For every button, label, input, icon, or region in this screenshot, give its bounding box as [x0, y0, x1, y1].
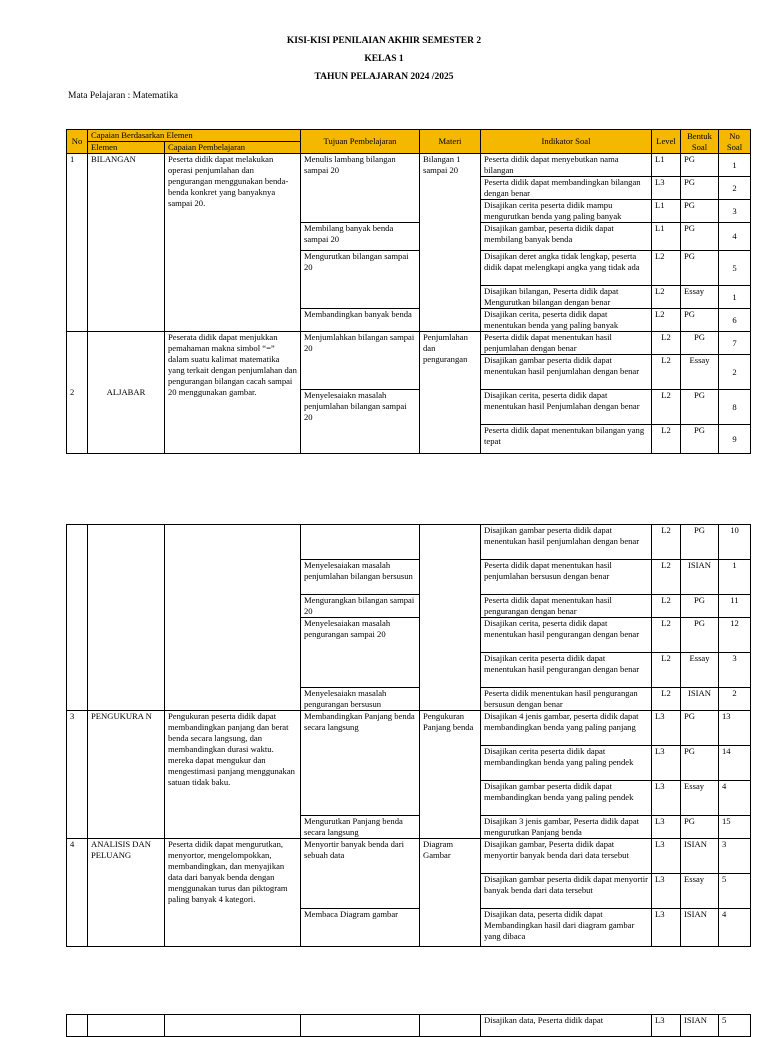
element-name: BILANGAN: [88, 154, 165, 332]
level: L3: [652, 816, 681, 839]
question-form: Essay: [681, 874, 719, 909]
question-number: 3: [719, 653, 751, 688]
question-number: 2: [719, 688, 751, 711]
level: L2: [652, 560, 681, 595]
indicator: Peserta didik dapat menentukan hasil pengurangan dengan benar: [481, 595, 652, 618]
indicator: Disajikan cerita peserta didik dapat membandingkan benda yang paling pendek: [481, 746, 652, 781]
doc-title: KISI-KISI PENILAIAN AKHIR SEMESTER 2: [286, 36, 482, 46]
level: L3: [652, 746, 681, 781]
indicator: Disajikan data, Peserta didik dapat: [481, 1015, 652, 1037]
question-number: 5: [719, 1015, 751, 1037]
question-form: PG: [681, 816, 719, 839]
question-form: PG: [681, 332, 719, 355]
indicator: Disajikan cerita, peserta didik dapat menentukan hasil Penjumlahan dengan benar: [481, 390, 652, 425]
question-form: Essay: [681, 355, 719, 390]
question-form: PG: [681, 425, 719, 454]
level: L2: [652, 390, 681, 425]
level: L3: [652, 909, 681, 947]
material: Diagram Gambar: [420, 839, 481, 947]
indicator: Peserta didik dapat menentukan hasil penjumlahan bersusun dengan benar: [481, 560, 652, 595]
learning-objective: Menyelesaiakan masalah pengurangan sampai 20: [301, 618, 420, 688]
col-elemen: Elemen: [88, 142, 165, 154]
level: L3: [652, 177, 681, 200]
learning-objective: Menjumlahkan bilangan sampai 20: [301, 332, 420, 390]
indicator: Disajikan gambar peserta didik dapat menentukan hasil penjumlahan dengan benar: [481, 355, 652, 390]
table-row: [67, 332, 751, 355]
question-form: Essay: [681, 781, 719, 816]
indicator: Disajikan gambar peserta didik dapat menentukan hasil penjumlahan dengan benar: [481, 525, 652, 560]
doc-class: KELAS 1: [364, 54, 404, 64]
col-cp: Capaian Pembelajaran: [165, 142, 301, 154]
question-number: 13: [719, 711, 751, 746]
question-form: ISIAN: [681, 1015, 719, 1037]
level: L3: [652, 839, 681, 874]
question-form: PG: [681, 223, 719, 251]
learning-objective: Menulis lambang bilangan sampai 20: [301, 154, 420, 223]
col-nosoal: No Soal: [719, 130, 751, 154]
level: L2: [652, 525, 681, 560]
level: L2: [652, 251, 681, 286]
element-name: ANALISIS DAN PELUANG: [88, 839, 165, 947]
question-number: 2: [719, 355, 751, 390]
question-number: 8: [719, 390, 751, 425]
learning-objective: Mengurutkan bilangan sampai 20: [301, 251, 420, 309]
doc-year: TAHUN PELAJARAN 2024 /2025: [314, 72, 454, 82]
learning-objective: Menyelesaiakn masalah penjumlahan bilangan sampai 20: [301, 390, 420, 454]
question-number: 15: [719, 816, 751, 839]
indicator: Disajikan data, peserta didik dapat Membandingkan hasil dari diagram gambar yang dibaca: [481, 909, 652, 947]
indicator: Disajikan 3 jenis gambar, Peserta didik dapat mengurutkan Panjang benda: [481, 816, 652, 839]
level: L2: [652, 309, 681, 332]
col-no: No: [67, 130, 88, 154]
indicator: Disajikan gambar peserta didik dapat menyortir banyak benda dari data tersebut: [481, 874, 652, 909]
question-number: 7: [719, 332, 751, 355]
question-form: PG: [681, 746, 719, 781]
col-bentuk: Bentuk Soal: [681, 130, 719, 154]
row-number: 3: [67, 711, 88, 839]
level: L1: [652, 223, 681, 251]
level: L2: [652, 332, 681, 355]
question-form: PG: [681, 595, 719, 618]
kisi-kisi-table-2: [66, 524, 751, 947]
question-number: 2: [719, 177, 751, 200]
table-row: [67, 839, 751, 874]
level: L2: [652, 355, 681, 390]
indicator: Peserta didik dapat menyebutkan nama bilangan: [481, 154, 652, 177]
indicator: Peserta didik menentukan hasil pengurangan bersusun dengan benar: [481, 688, 652, 711]
indicator: Disajikan 4 jenis gambar, peserta didik dapat membandingkan benda yang paling panjang: [481, 711, 652, 746]
level: L3: [652, 1015, 681, 1037]
indicator: Disajikan gambar peserta didik dapat membandingkan benda yang paling pendek: [481, 781, 652, 816]
table-row: [67, 525, 751, 560]
indicator: Disajikan cerita, peserta didik dapat menentukan hasil pengurangan dengan benar: [481, 618, 652, 653]
learning-objective: Menyortir banyak benda dari sebuah data: [301, 839, 420, 909]
col-indikator: Indikator Soal: [481, 130, 652, 154]
row-number: 2: [67, 332, 88, 454]
question-form: PG: [681, 177, 719, 200]
question-number: 3: [719, 839, 751, 874]
level: L3: [652, 711, 681, 746]
indicator: Disajikan bilangan, Peserta didik dapat Mengurutkan bilangan dengan benar: [481, 286, 652, 309]
level: L2: [652, 618, 681, 653]
question-form: PG: [681, 711, 719, 746]
question-number: 12: [719, 618, 751, 653]
question-number: 5: [719, 251, 751, 286]
level: L2: [652, 425, 681, 454]
learning-objective: Mengurutkan Panjang benda secara langsung: [301, 816, 420, 839]
indicator: Disajikan gambar, peserta didik dapat membilang banyak benda: [481, 223, 652, 251]
level: L2: [652, 688, 681, 711]
question-number: 6: [719, 309, 751, 332]
indicator: Disajikan cerita peserta didik mampu mengurutkan benda yang paling banyak: [481, 200, 652, 223]
indicator: Peserta didik dapat menentukan bilangan yang tepat: [481, 425, 652, 454]
material: Penjumlahan dan pengurangan: [420, 332, 481, 454]
level: L1: [652, 200, 681, 223]
col-materi: Materi: [420, 130, 481, 154]
level: L2: [652, 653, 681, 688]
subject-label: Mata Pelajaran : Matematika: [68, 91, 178, 101]
learning-objective: Membaca Diagram gambar: [301, 909, 420, 947]
col-capaian: Capaian Berdasarkan Elemen: [88, 130, 301, 142]
col-tujuan: Tujuan Pembelajaran: [301, 130, 420, 154]
level: L3: [652, 874, 681, 909]
learning-outcome: Peserata didik dapat menjukkan pemahaman makna simbol “=” dalam suatu kalimat matematika yang terkait dengan penjumlahan dan pengurangan bilangan cacah sampai 20 menggunakan gambar.: [165, 332, 301, 454]
question-number: 10: [719, 525, 751, 560]
learning-objective: Menyelesaiakan masalah penjumlahan bilangan bersusun: [301, 560, 420, 595]
row-number: 4: [67, 839, 88, 947]
question-number: 14: [719, 746, 751, 781]
question-number: 11: [719, 595, 751, 618]
kisi-kisi-table-1: [66, 129, 751, 454]
learning-outcome: Peserta didik dapat mengurutkan, menyortor, mengelompokkan, membandingkan, dan menyajikan data dari banyak benda dengan menggunakan turus dan piktogram paling banyak 4 kategori.: [165, 839, 301, 947]
level: L1: [652, 154, 681, 177]
question-number: 4: [719, 909, 751, 947]
material: Bilangan 1 sampai 20: [420, 154, 481, 332]
learning-outcome: Peserta didik dapat melakukan operasi penjumlahan dan pengurangan menggunakan benda-benda konkret yang banyaknya sampai 20.: [165, 154, 301, 332]
question-form: Essay: [681, 286, 719, 309]
material: Pengukuran Panjang benda: [420, 711, 481, 839]
question-number: 5: [719, 874, 751, 909]
question-form: ISIAN: [681, 839, 719, 874]
indicator: Disajikan deret angka tidak lengkap, peserta didik dapat melengkapi angka yang tidak ada: [481, 251, 652, 286]
question-form: ISIAN: [681, 688, 719, 711]
question-form: PG: [681, 390, 719, 425]
question-number: 3: [719, 200, 751, 223]
indicator: Disajikan cerita peserta didik dapat menentukan hasil pengurangan dengan benar: [481, 653, 652, 688]
kisi-kisi-table-3: [66, 1014, 751, 1037]
question-number: 9: [719, 425, 751, 454]
learning-objective: Menyelesaiakn masalah pengurangan bersusun: [301, 688, 420, 711]
learning-objective: Membandingkan Panjang benda secara langsung: [301, 711, 420, 816]
col-level: Level: [652, 130, 681, 154]
learning-objective: Membandingkan banyak benda: [301, 309, 420, 332]
learning-objective: Mengurangkan bilangan sampai 20: [301, 595, 420, 618]
question-number: 4: [719, 223, 751, 251]
level: L2: [652, 286, 681, 309]
question-form: PG: [681, 525, 719, 560]
element-name: ALJABAR: [88, 332, 165, 454]
indicator: Peserta didik dapat menentukan hasil penjumlahan dengan benar: [481, 332, 652, 355]
question-form: PG: [681, 200, 719, 223]
question-form: PG: [681, 309, 719, 332]
indicator: Disajikan cerita, peserta didik dapat menentukan benda yang paling banyak: [481, 309, 652, 332]
question-form: PG: [681, 251, 719, 286]
row-number: 1: [67, 154, 88, 332]
table-row: [67, 1015, 751, 1037]
question-form: Essay: [681, 653, 719, 688]
question-form: ISIAN: [681, 560, 719, 595]
indicator: Disajikan gambar, Peserta didik dapat menyortir banyak benda dari data tersebut: [481, 839, 652, 874]
question-number: 1: [719, 154, 751, 177]
learning-objective: Membilang banyak benda sampai 20: [301, 223, 420, 251]
question-number: 1: [719, 286, 751, 309]
indicator: Peserta didik dapat membandingkan bilangan dengan benar: [481, 177, 652, 200]
table-row: [67, 711, 751, 746]
question-form: PG: [681, 618, 719, 653]
learning-outcome: Pengukuran peserta didik dapat membandingkan panjang dan berat benda secara langsung, dan membandingkan durasi waktu. mereka dapat mengukur dan mengestimasi panjang menggunakan satuan tidak baku.: [165, 711, 301, 839]
level: L2: [652, 595, 681, 618]
element-name: PENGUKURA N: [88, 711, 165, 839]
question-number: 4: [719, 781, 751, 816]
question-form: ISIAN: [681, 909, 719, 947]
level: L3: [652, 781, 681, 816]
question-number: 1: [719, 560, 751, 595]
question-form: PG: [681, 154, 719, 177]
table-row: [67, 154, 751, 177]
